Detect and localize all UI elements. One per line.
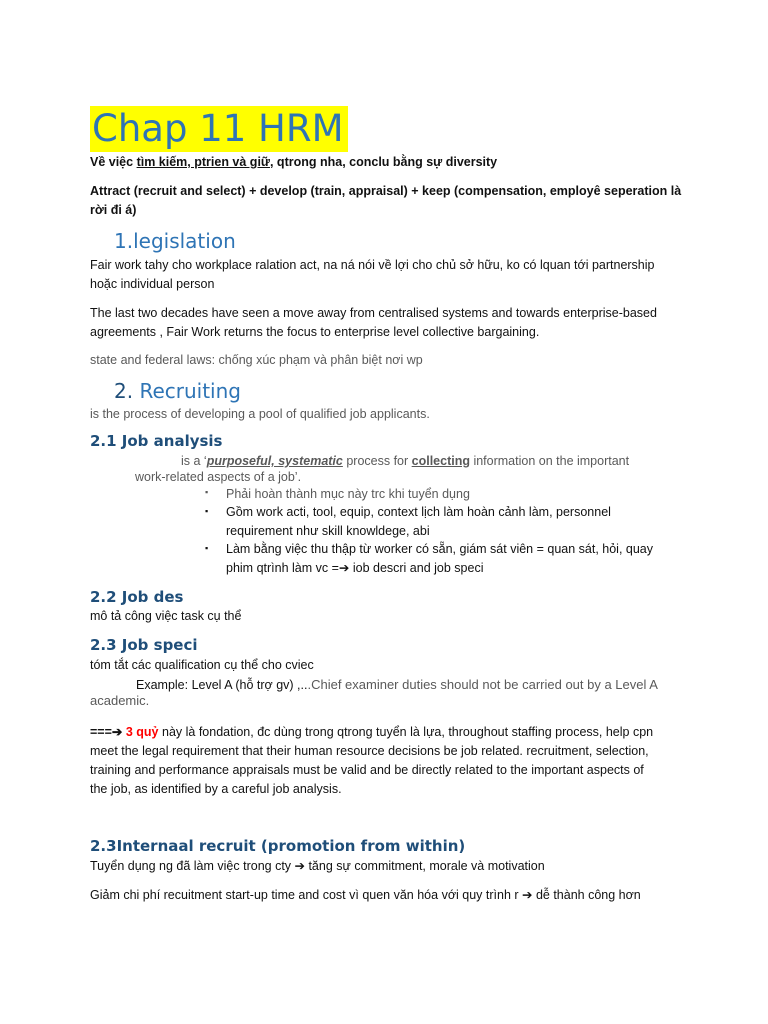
summary-line-1	[90, 723, 653, 742]
internal-recruit-line-2: Giảm chi phí recuitment start-up time and cost vì quen văn hóa với quy trình r ➔ dễ thành công hơn	[90, 888, 641, 902]
recruiting-desc: is the process of developing a pool of qualified job applicants.	[90, 407, 430, 421]
section-heading-legislation: 1.legislation	[114, 229, 236, 253]
legislation-p1-a: Fair work tahy cho workplace ralation act, na ná nói về lợi cho chủ sở hữu, ko có lquan tới partnership	[90, 258, 655, 272]
summary-line-3: training and performance appraisals must be valid and be directly related to the important aspects of	[90, 763, 644, 777]
def-text-a: is a ‘	[181, 454, 207, 468]
heading-job-speci: 2.3 Job speci	[90, 636, 198, 654]
bullet-icon: ▪	[205, 506, 209, 516]
bullet-text-2a: Gồm work acti, tool, equip, context lịch làm hoàn cảnh làm, personnel	[226, 505, 611, 519]
job-analysis-def-2: work-related aspects of a job’.	[135, 470, 302, 484]
bullet-text-2b: requirement như skill knowldege, abi	[226, 524, 430, 538]
bullet-icon: ▪	[205, 487, 209, 497]
intro-line-1	[90, 153, 497, 172]
def-text-e: information on the important	[469, 454, 630, 468]
page-title: Chap 11 HRM	[90, 106, 348, 152]
def-text-c: process for	[342, 454, 412, 468]
bullet-icon: ▪	[205, 543, 209, 553]
heading-job-des: 2.2 Job des	[90, 588, 184, 606]
intro-text-pre: Về việc	[90, 155, 137, 169]
heading-internal-recruit: 2.3Internaal recruit (promotion from within)	[90, 837, 466, 855]
legislation-p2-b: agreements , Fair Work returns the focus to enterprise level collective bargaining.	[90, 325, 540, 339]
arrow-icon: ===➔	[90, 725, 126, 739]
example-label: Example: Level A (hỗ trợ gv) ,..	[136, 678, 308, 692]
highlight-red: 3 quỷ	[125, 725, 159, 739]
bullet-text-3a: Làm bằng việc thu thập từ worker có sẵn, giám sát viên = quan sát, hỏi, quay	[226, 542, 654, 556]
bullet-text-1: Phải hoàn thành mục này trc khi tuyển dụng	[226, 487, 470, 501]
intro-line-2b: rời đi á)	[90, 203, 137, 217]
example-quote: .Chief examiner duties should not be carried out by a Level A	[307, 677, 658, 692]
def-text-collecting: collecting	[411, 454, 470, 468]
summary-line-4: the job, as identified by a careful job analysis.	[90, 782, 342, 796]
job-speci-example-2: academic.	[90, 693, 150, 708]
heading-job-analysis: 2.1 Job analysis	[90, 432, 223, 450]
job-speci-example	[136, 675, 658, 695]
intro-text-post: , qtrong nha, conclu bằng sự diversity	[269, 155, 498, 169]
section-number: 2.	[114, 379, 134, 403]
summary-text: này là fondation, đc dùng trong qtrong tuyển là lựa, throughout staffing process, help cpn	[158, 725, 654, 739]
bullet-text-3b: phim qtrình làm vc =➔ iob descri and job speci	[226, 561, 484, 575]
legislation-p1-b: hoặc individual person	[90, 277, 215, 291]
internal-recruit-line-1: Tuyển dụng ng đã làm việc trong cty ➔ tăng sự commitment, morale và motivation	[90, 859, 545, 873]
job-des-text: mô tả công việc task cụ thể	[90, 609, 242, 623]
job-speci-text: tóm tắt các qualification cụ thể cho cviec	[90, 658, 314, 672]
def-text-emph: purposeful, systematic	[206, 454, 343, 468]
section-title: Recruiting	[139, 379, 241, 403]
intro-line-2a: Attract (recruit and select) + develop (train, appraisal) + keep (compensation, employê seperation là	[90, 184, 682, 198]
intro-text-underlined: tìm kiếm, ptrien và giữ	[136, 155, 270, 169]
legislation-p3: state and federal laws: chống xúc phạm và phân biệt nơi wp	[90, 353, 423, 367]
legislation-p2-a: The last two decades have seen a move away from centralised systems and towards enterprise-based	[90, 306, 657, 320]
section-heading-recruiting	[114, 379, 241, 403]
summary-line-2: meet the legal requirement that their human resource decisions be job related. recruitment, selection,	[90, 744, 649, 758]
